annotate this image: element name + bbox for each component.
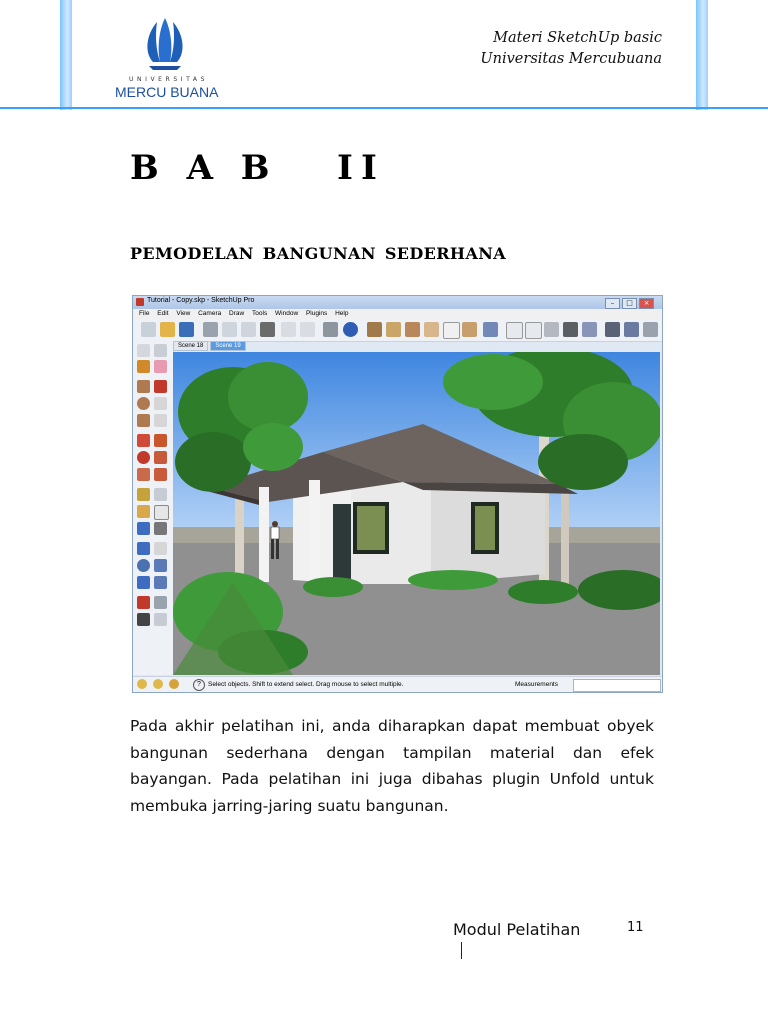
close-icon: × <box>639 298 654 309</box>
zoom-icon <box>137 559 150 572</box>
header-line-2: Universitas Mercubuana <box>480 51 662 67</box>
menu-file: File <box>139 310 150 317</box>
menu-camera: Camera <box>198 310 222 317</box>
3d-text-icon <box>154 522 167 535</box>
left-toolbar <box>133 341 174 675</box>
help-icon: ? <box>193 679 205 691</box>
save-icon <box>179 322 194 337</box>
look-around-icon <box>154 596 167 609</box>
menu-view: View <box>176 310 191 317</box>
freehand-icon <box>154 414 167 427</box>
section-subtitle: PEMODELAN BANGUNAN SEDERHANA <box>130 244 507 263</box>
walk-icon <box>137 613 150 626</box>
mercu-buana-emblem-icon <box>115 14 215 76</box>
push-pull-icon <box>154 434 167 447</box>
scene-tabs <box>173 341 248 351</box>
move-icon <box>137 434 150 447</box>
maximize-icon: □ <box>622 298 637 309</box>
paint-bucket-icon <box>137 360 150 373</box>
xray-icon <box>483 322 498 337</box>
status-info-icon-3 <box>169 679 179 689</box>
body-paragraph: Pada akhir pelatihan ini, anda diharapkan dapat membuat obyek bangunan sederhana dengan tampilan material dan efek bayangan. Pada pelatihan ini juga dibahas plugin Unfold untuk membuka jarring-jaring suatu bangunan. <box>130 717 654 815</box>
tape-measure-icon <box>137 488 150 501</box>
logo-mercu-buana-text: MERCU BUANA <box>115 84 219 100</box>
window-title: Tutorial - Copy.skp - SketchUp Pro <box>147 297 255 304</box>
measurements-box <box>573 679 661 692</box>
app-icon <box>136 298 144 306</box>
undo-icon <box>281 322 296 337</box>
follow-me-icon <box>154 451 167 464</box>
status-message: Select objects. Shift to extend select. Drag mouse to select multiple. <box>208 681 404 688</box>
line-icon <box>154 380 167 393</box>
scene-tab-18: Scene 18 <box>173 341 208 351</box>
text-icon <box>154 505 169 520</box>
circle-icon <box>137 397 150 410</box>
measurements-label: Measurements <box>515 681 558 688</box>
redo-icon <box>300 322 315 337</box>
wireframe-icon <box>506 322 523 339</box>
sketchup-screenshot <box>132 295 663 693</box>
menu-bar <box>133 309 662 319</box>
open-icon <box>160 322 175 337</box>
minimize-icon: – <box>605 298 620 309</box>
cut-icon <box>203 322 218 337</box>
window-title-bar <box>133 296 662 309</box>
protractor-icon <box>137 505 150 518</box>
header-left-bar <box>60 0 72 110</box>
scene-tab-19: Scene 19 <box>210 341 245 351</box>
section-plane-icon <box>154 613 167 626</box>
status-info-icon-2 <box>153 679 163 689</box>
print-icon <box>323 322 338 337</box>
header-divider <box>0 107 768 109</box>
position-camera-icon <box>137 596 150 609</box>
main-toolbar <box>133 319 662 342</box>
menu-draw: Draw <box>229 310 245 317</box>
eraser-icon <box>154 360 167 373</box>
offset-icon <box>154 468 167 481</box>
model-viewport <box>173 352 660 675</box>
orbit-icon <box>137 542 150 555</box>
view-front-icon <box>386 322 401 337</box>
status-info-icon-1 <box>137 679 147 689</box>
footer-label: Modul Pelatihan <box>453 920 581 939</box>
monochrome-icon <box>582 322 597 337</box>
menu-edit: Edit <box>157 310 169 317</box>
axes-icon <box>137 522 150 535</box>
polygon-icon <box>137 414 150 427</box>
fog-icon <box>624 322 639 337</box>
footer-divider <box>461 942 462 959</box>
menu-help: Help <box>335 310 349 317</box>
make-component-icon <box>154 344 167 357</box>
copy-icon <box>222 322 237 337</box>
component-icon <box>367 322 382 337</box>
menu-tools: Tools <box>252 310 268 317</box>
paste-icon <box>241 322 256 337</box>
menu-plugins: Plugins <box>305 310 328 317</box>
header-right-bar <box>696 0 708 110</box>
model-info-icon <box>343 322 358 337</box>
view-iso-icon <box>405 322 420 337</box>
rectangle-icon <box>137 380 150 393</box>
view-top-icon <box>424 322 439 337</box>
arc-icon <box>154 397 167 410</box>
rotate-icon <box>137 451 150 464</box>
status-bar <box>133 676 662 693</box>
logo-universitas-text: UNIVERSITAS <box>129 76 209 83</box>
menu-window: Window <box>275 310 299 317</box>
view-right-icon <box>443 322 460 339</box>
dimension-icon <box>154 488 167 501</box>
page-number: 11 <box>627 920 644 935</box>
zoom-window-icon <box>154 559 167 572</box>
header-caption <box>480 28 662 70</box>
hidden-line-icon <box>525 322 542 339</box>
shaded-icon <box>544 322 559 337</box>
sections-icon <box>643 322 658 337</box>
pan-icon <box>154 542 167 555</box>
arrow-select-icon <box>137 344 150 357</box>
zoom-extents-icon <box>137 576 150 589</box>
university-logo <box>115 14 219 104</box>
previous-view-icon <box>154 576 167 589</box>
shadows-icon <box>605 322 620 337</box>
shaded-texture-icon <box>563 322 578 337</box>
select-tool-icon <box>141 322 156 337</box>
header-line-1: Materi SketchUp basic <box>493 30 662 46</box>
erase-icon <box>260 322 275 337</box>
chapter-title: B A B II <box>130 148 385 188</box>
scale-icon <box>137 468 150 481</box>
view-back-icon <box>462 322 477 337</box>
